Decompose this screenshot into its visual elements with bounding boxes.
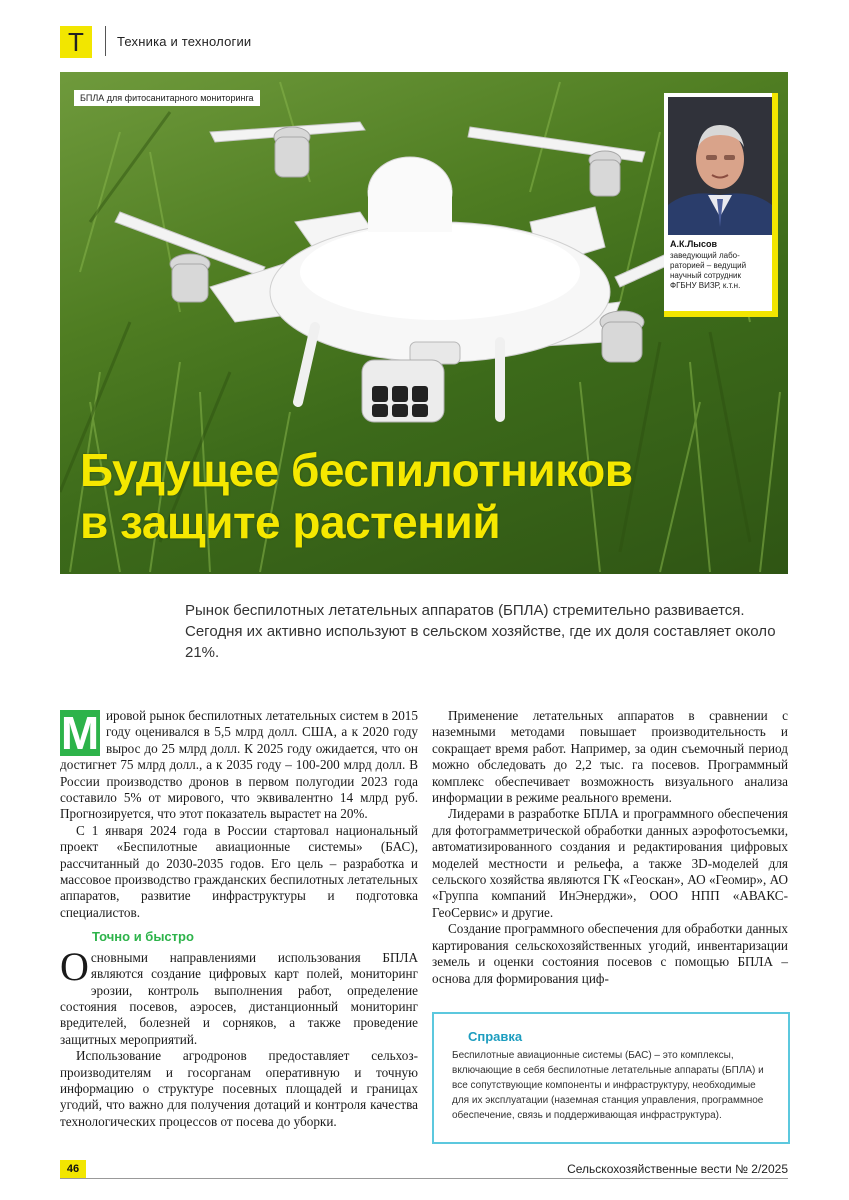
footer-rule <box>60 1178 788 1179</box>
author-role: заведующий лабораторией – ведущий научный сотрудник ФГБНУ ВИЗР, к.т.н. <box>670 251 747 290</box>
dropcap-o: О <box>60 943 89 989</box>
page-number: 46 <box>60 1160 86 1178</box>
author-name: А.К.Лысов <box>670 239 718 249</box>
author-portrait <box>668 97 772 235</box>
rubric-title: Техника и технологии <box>117 34 252 49</box>
photo-caption: БПЛА для фитосанитарного мониторинга <box>74 90 260 106</box>
portrait-illustration <box>668 97 772 235</box>
title-line-1: Будущее беспилотников <box>80 444 633 496</box>
dropcap-m: М <box>60 707 100 759</box>
lead-paragraph: Рынок беспилотных летательных аппаратов (БПЛА) стремительно развивается. Сегодня их активно используют в сельском хозяйстве, где их доля составляет около 21%. <box>185 602 776 661</box>
paragraph-6: Лидерами в разработке БПЛА и программного обеспечения для фотограмметрической обработки данных аэрофотосъемки, автоматизированного создания и редактирования цифровых моделей местности и рельефа, а также 3D-моделей для сельского хозяйства являются ГК «Геоскан», АО «Геомир», АО «Группа компаний ИнЭнерджи», ООО НПП «АВАКС-ГеоСервис» и другие. <box>432 806 788 920</box>
article-title <box>80 444 632 548</box>
paragraph-1 <box>60 708 418 823</box>
title-line-2: в защите растений <box>80 496 501 548</box>
text-column-right <box>432 708 788 987</box>
author-card <box>664 93 778 317</box>
reference-title: Справка <box>468 1029 523 1044</box>
reference-box <box>432 1012 790 1144</box>
reference-text: Беспилотные авиационные системы (БАС) – это комплексы, включающие в себя беспилотные летательные аппараты (БПЛА) и все сопутствующие компоненты и инфраструктуру, необходимые для их эксплуатации (наземная станция управления, программное обеспечение, связь и поддерживающая инфраструктура). <box>452 1050 764 1121</box>
section-subheading: Точно и быстро <box>92 929 194 945</box>
text-column-left <box>60 708 418 1130</box>
paragraph-3-text: сновными направлениями использования БПЛА являются создание цифровых карт полей, мониторинг эрозии, контроль выполнения работ, определение состояния посевов, аэросев, дистанционный мониторинг вредителей, болезней и сорняков, а также проведение защитных мероприятий. <box>60 949 418 1047</box>
rubric-letter: Т <box>68 26 84 57</box>
paragraph-2: С 1 января 2024 года в России стартовал национальный проект «Беспилотные авиационные системы» (БАС), рассчитанный до 2030-2035 годов. Его цель – разработка и массовое производство гражданских беспилотных летательных аппаратов, развитие инфраструктуры и подготовка специалистов. <box>60 822 418 920</box>
paragraph-3 <box>60 943 418 1048</box>
rubric-marker <box>60 26 92 58</box>
paragraph-5: Применение летательных аппаратов в сравнении с наземными методами повышает производительность и сокращает время работ. Например, за один съемочный период можно обследовать до 2,2 тыс. га посевов. Программный комплекс обеспечивает возможность визуального анализа информации в режиме реального времени. <box>432 708 788 806</box>
paragraph-4: Использование агродронов предоставляет сельхозпроизводителям и госорганам оперативную и точную информацию о структуре посевных площадей и границах угодий, что важно для получения дотаций и контроля качества технологических процессов от посева до уборки. <box>60 1048 418 1129</box>
paragraph-7: Создание программного обеспечения для обработки данных картирования сельскохозяйственных угодий, инвентаризации земель и оценки состояния посевов с помощью БПЛА – основа для формирования циф- <box>432 921 788 986</box>
rubric-divider <box>105 26 106 56</box>
journal-issue: Сельскохозяйственные вести № 2/2025 <box>567 1162 788 1176</box>
paragraph-1-text: ировой рынок беспилотных летательных систем в 2015 году оценивался в 5,5 млрд долл. США, а к 2020 году вырос до 25 млрд долл. К 2025 году ожидается, что он достигнет 75 млрд долл., а к 2035 году – 100-200 млрд долл. В России производство дронов в первом полугодии 2023 года составило 5% от мирового, что эквивалентно 14 млрд руб. Прогнозируется, что этот показатель вырастет на 20%. <box>60 708 418 822</box>
